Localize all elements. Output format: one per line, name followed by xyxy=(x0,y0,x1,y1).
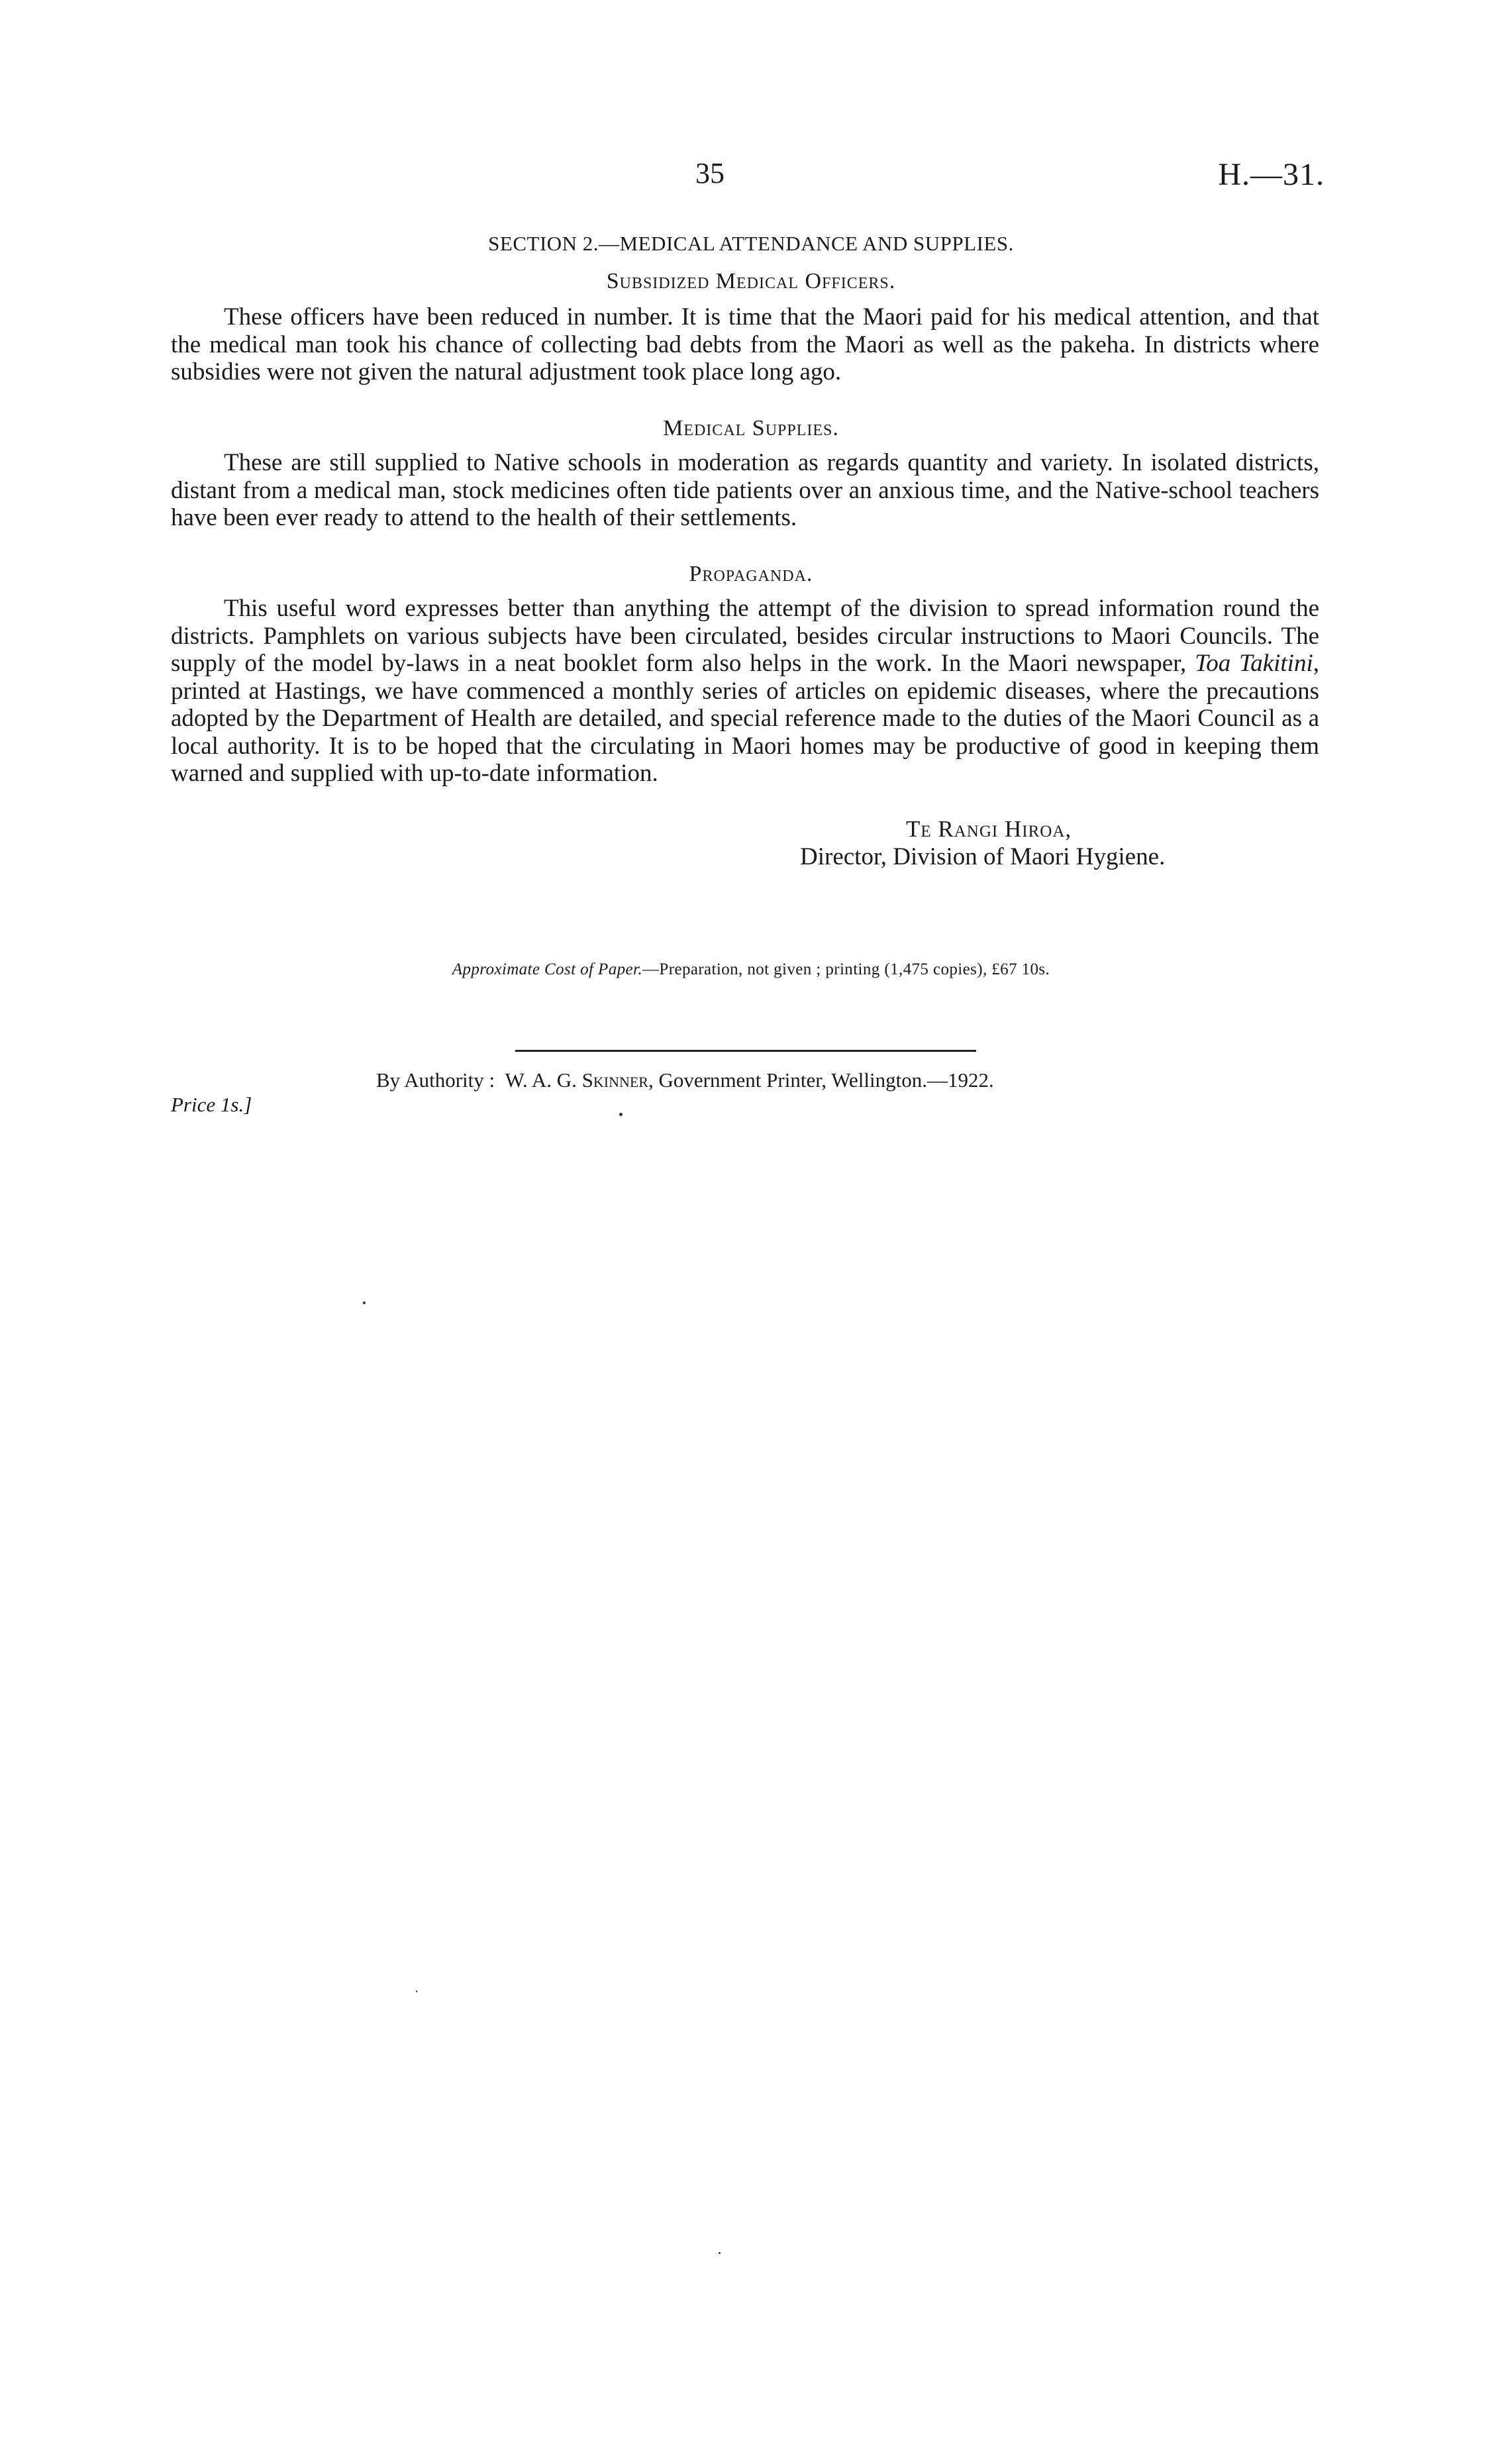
heading-propaganda: Propaganda. xyxy=(689,562,813,586)
printer-name: W. A. G. Skinner xyxy=(505,1068,648,1092)
scan-speck xyxy=(416,1990,417,1992)
paragraph-propaganda xyxy=(171,595,1319,788)
authority-lead: By Authority : xyxy=(376,1068,495,1092)
section-title: SECTION 2.—MEDICAL ATTENDANCE AND SUPPLIES. xyxy=(488,232,1014,255)
page-number: 35 xyxy=(695,157,725,189)
signature-name: Te Rangi Hiroa, xyxy=(906,816,1072,842)
paragraph-text: This useful word expresses better than anything the attempt of the division to spread information round the districts. Pamphlets on various subjects have been circulated, besides circular instructions to Maori Councils. The supply of the model by-laws in a neat booklet form also helps in the work. In the Maori newspaper, xyxy=(171,595,1319,677)
scan-speck xyxy=(719,2252,721,2254)
heading-subsidized-medical-officers: Subsidized Medical Officers. xyxy=(606,269,896,293)
paragraph-text: , printed at Hastings, we have commenced a monthly series of articles on epidemic diseases, where the precautions adopted by the Department of Health are detailed, and special reference made to the duties of the Maori Council as a local authority. It is to be hoped that the circulating in Maori homes may be productive of good in keeping them warned and supplied with up-to-date information. xyxy=(171,650,1319,787)
footer-rule xyxy=(515,1050,976,1052)
scan-speck xyxy=(619,1113,623,1116)
paragraph-subsidized-medical-officers xyxy=(171,303,1319,386)
paragraph-medical-supplies xyxy=(171,449,1319,532)
signature-title: Director, Division of Maori Hygiene. xyxy=(800,843,1166,870)
newspaper-name: Toa Takitini xyxy=(1195,650,1313,677)
printer-authority xyxy=(376,1068,994,1092)
scan-speck xyxy=(363,1302,366,1304)
paragraph-text: These officers have been reduced in number. It is time that the Maori paid for his medical attention, and that the medical man took his chance of collecting bad debts from the Maori as well as the pakeha. In districts where subsidies were not given the natural adjustment took place long ago. xyxy=(171,303,1319,385)
heading-medical-supplies: Medical Supplies. xyxy=(663,416,839,440)
cost-of-paper xyxy=(0,960,1502,979)
document-reference: H.—31. xyxy=(1218,157,1325,192)
price: Price 1s.] xyxy=(171,1093,252,1116)
paragraph-text: These are still supplied to Native schools in moderation as regards quantity and variety. In isolated districts, distant from a medical man, stock medicines often tide patients over an anxious time, and the Native-school teachers have been ever ready to attend to the health of their settlements. xyxy=(171,449,1319,531)
authority-tail: , Government Printer, Wellington.—1922. xyxy=(648,1068,994,1092)
cost-label: Approximate Cost of Paper. xyxy=(452,960,643,978)
cost-text: —Preparation, not given ; printing (1,475 copies), £67 10s. xyxy=(642,960,1050,978)
